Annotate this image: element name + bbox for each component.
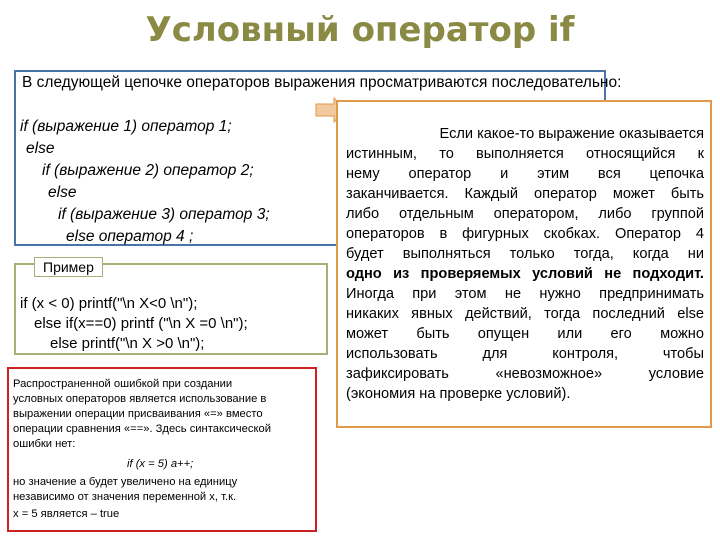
chain-line: if (выражение 3) оператор 3; — [58, 206, 270, 223]
error-note-line: x = 5 является – true — [13, 508, 120, 520]
example-code-line: if (x < 0) printf("\n X<0 \n"); — [20, 295, 198, 312]
example-label: Пример — [34, 257, 103, 277]
explanation-line: никаких явных действий, тогда последний else — [346, 306, 704, 322]
chain-line: if (выражение 2) оператор 2; — [42, 162, 254, 179]
error-note-line: Распространенной ошибкой при создании — [13, 378, 233, 390]
explanation-line: нему оператор и этим вся цепочка — [346, 166, 704, 182]
chain-line: else — [26, 140, 55, 157]
error-note-code: if (x = 5) a++; — [127, 458, 194, 470]
error-note-line: независимо от значения переменной x, т.к. — [13, 491, 237, 503]
explanation-line: истинным, то выполняется относящийся к — [346, 146, 704, 162]
explanation-line: Иногда при этом не нужно предпринимать — [346, 286, 704, 302]
explanation-line: зафиксировать «невозможное» условие — [346, 366, 704, 382]
explanation-line: будет выполняться только тогда, когда ни — [346, 246, 704, 262]
example-box — [14, 259, 328, 355]
explanation-line: одно из проверяемых условий не подходит. — [346, 266, 704, 282]
explanation-line: либо отдельным оператором, либо группой — [346, 206, 704, 222]
error-note-line: условных операторов является использование в — [13, 393, 267, 405]
chain-line: else оператор 4 ; — [66, 228, 194, 245]
chain-line: else — [48, 184, 77, 201]
error-note-line: операции сравнения «==». Здесь синтаксической — [13, 423, 271, 435]
explanation-line: Если какое-то выражение оказывается — [439, 126, 704, 142]
explanation-line: (экономия на проверке условий). — [346, 386, 571, 402]
explanation-line: заканчивается. Каждый оператор может быть — [346, 186, 704, 202]
error-note-line: выражении операции присваивания «=» вместо — [13, 408, 263, 420]
error-note-line: ошибки нет: — [13, 438, 76, 450]
example-code-line: else if(x==0) printf ("\n X =0 \n"); — [34, 315, 248, 332]
explanation-box — [336, 100, 712, 428]
explanation-line: операторов в фигурных скобках. Оператор 4 — [346, 226, 704, 242]
explanation-line: использовать для контроля, чтобы — [346, 346, 704, 362]
slide-title: Условный оператор if — [145, 10, 575, 50]
explanation-line: может быть опущен или его можно — [346, 326, 704, 342]
chain-header: В следующей цепочке операторов выражения просматриваются последовательно: — [22, 74, 622, 91]
error-note-line: но значение a будет увеличено на единицу — [13, 476, 238, 488]
chain-line: if (выражение 1) оператор 1; — [20, 118, 232, 135]
error-note-box — [7, 367, 317, 532]
example-code-line: else printf("\n X >0 \n"); — [50, 335, 205, 352]
